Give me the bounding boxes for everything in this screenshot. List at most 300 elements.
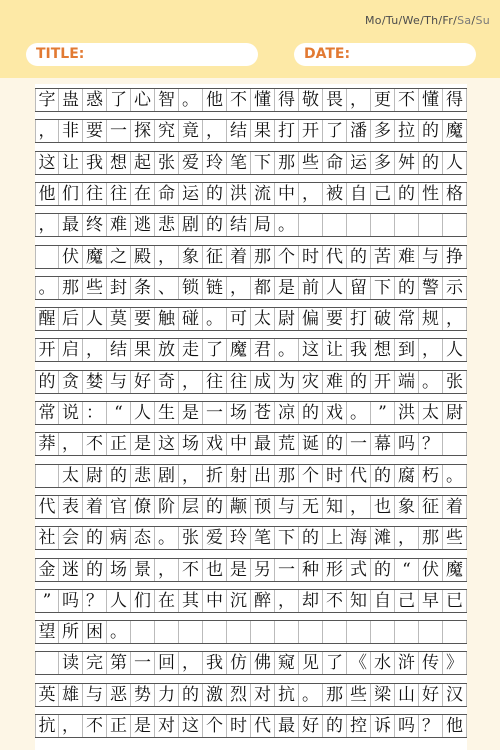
grid-cell: “ <box>395 559 419 581</box>
grid-cell: 见 <box>299 652 323 674</box>
grid-cell: 最 <box>275 715 299 737</box>
grid-cell: 不 <box>227 89 251 111</box>
grid-cell: 传 <box>419 652 443 674</box>
grid-cell: 要 <box>131 308 155 330</box>
grid-cell: 智 <box>155 89 179 111</box>
grid-cell: 雄 <box>59 684 83 706</box>
grid-cell: 往 <box>203 371 227 393</box>
grid-cell: 封 <box>107 277 131 299</box>
grid-cell: 探 <box>131 120 155 142</box>
grid-cell: 抗 <box>275 684 299 706</box>
grid-cell: 。 <box>107 621 131 643</box>
grid-cell: “ <box>107 402 131 424</box>
grid-cell: 魔 <box>227 339 251 361</box>
grid-cell: 一 <box>107 120 131 142</box>
grid-cell: 个 <box>299 465 323 487</box>
grid-cell: 前 <box>299 277 323 299</box>
grid-cell: 我 <box>203 652 227 674</box>
grid-cell: 规 <box>419 308 443 330</box>
grid-cell: 字 <box>35 89 59 111</box>
grid-cell: ， <box>347 89 371 111</box>
grid-cell: 水 <box>371 652 395 674</box>
grid-cell: 种 <box>299 559 323 581</box>
grid-cell: 梁 <box>371 684 395 706</box>
grid-cell: 放 <box>155 339 179 361</box>
grid-cell: 之 <box>107 246 131 268</box>
title-field[interactable] <box>26 43 258 66</box>
grid-cell <box>443 621 467 643</box>
grid-cell: 吗 <box>395 433 419 455</box>
grid-cell: 窥 <box>275 652 299 674</box>
grid-cell: 。 <box>299 684 323 706</box>
grid-cell: 这 <box>35 152 59 174</box>
grid-cell: 太 <box>419 402 443 424</box>
grid-cell: 要 <box>323 308 347 330</box>
grid-cell: 上 <box>323 527 347 549</box>
grid-row <box>35 88 467 112</box>
grid-cell: 的 <box>203 183 227 205</box>
grid-cell: 仿 <box>227 652 251 674</box>
grid-cell: 太 <box>59 465 83 487</box>
grid-cell: 戏 <box>323 402 347 424</box>
grid-row <box>35 714 467 738</box>
grid-cell: 竟 <box>179 120 203 142</box>
grid-cell: 醒 <box>35 308 59 330</box>
grid-cell: 他 <box>443 715 467 737</box>
grid-cell: 场 <box>107 559 131 581</box>
grid-cell: 结 <box>107 339 131 361</box>
grid-cell: 婪 <box>83 371 107 393</box>
grid-cell: 是 <box>227 559 251 581</box>
grid-row <box>35 182 467 206</box>
grid-cell: 的 <box>419 120 443 142</box>
grid-cell: 会 <box>59 527 83 549</box>
grid-cell: 戏 <box>203 433 227 455</box>
grid-cell: 蛊 <box>59 89 83 111</box>
grid-cell: 难 <box>395 246 419 268</box>
grid-cell: 心 <box>131 89 155 111</box>
grid-cell: 一 <box>275 559 299 581</box>
grid-cell: 为 <box>275 371 299 393</box>
grid-cell: 烈 <box>227 684 251 706</box>
grid-cell: 想 <box>107 152 131 174</box>
grid-cell: 中 <box>227 433 251 455</box>
grid-cell: 那 <box>251 246 275 268</box>
day-we[interactable]: We <box>402 14 421 27</box>
day-su[interactable]: Su <box>475 14 490 27</box>
grid-cell: 汉 <box>443 684 467 706</box>
grid-cell: 景 <box>131 559 155 581</box>
grid-cell: 对 <box>155 715 179 737</box>
grid-cell: 腐 <box>395 465 419 487</box>
grid-cell: 僚 <box>131 496 155 518</box>
grid-cell: 态 <box>131 527 155 549</box>
grid-cell: 一 <box>203 402 227 424</box>
day-tu[interactable]: Tu <box>385 14 399 27</box>
grid-cell: 往 <box>107 183 131 205</box>
grid-cell: 知 <box>323 496 347 518</box>
grid-cell <box>275 621 299 643</box>
grid-cell: 他 <box>35 183 59 205</box>
grid-cell: 朽 <box>419 465 443 487</box>
grid-cell: 究 <box>155 120 179 142</box>
grid-cell: 是 <box>131 433 155 455</box>
grid-cell: 示 <box>443 277 467 299</box>
grid-cell <box>395 621 419 643</box>
grid-cell: 金 <box>35 559 59 581</box>
grid-cell: ， <box>83 339 107 361</box>
grid-cell: 的 <box>395 277 419 299</box>
grid-cell: 都 <box>251 277 275 299</box>
grid-row <box>35 276 467 300</box>
title-label: TITLE: <box>36 46 85 62</box>
grid-cell: 走 <box>179 339 203 361</box>
grid-cell: 吗 <box>59 590 83 612</box>
grid-cell: 的 <box>323 433 347 455</box>
grid-cell: 洪 <box>227 183 251 205</box>
grid-cell: 那 <box>323 684 347 706</box>
grid-cell: 。 <box>443 465 467 487</box>
grid-cell: 局 <box>251 214 275 236</box>
grid-cell: 时 <box>299 246 323 268</box>
grid-row <box>35 307 467 331</box>
grid-cell: 君 <box>251 339 275 361</box>
grid-cell: 另 <box>251 559 275 581</box>
grid-row <box>35 401 467 425</box>
grid-cell: 张 <box>179 527 203 549</box>
grid-cell: 们 <box>131 590 155 612</box>
grid-cell <box>395 214 419 236</box>
grid-cell: 不 <box>179 559 203 581</box>
grid-cell <box>443 433 467 455</box>
grid-cell: 的 <box>347 246 371 268</box>
grid-cell: 与 <box>275 496 299 518</box>
grid-cell: ， <box>155 559 179 581</box>
grid-cell: 个 <box>203 715 227 737</box>
grid-cell: 人 <box>83 308 107 330</box>
grid-cell: 运 <box>347 152 371 174</box>
grid-cell: 《 <box>347 652 371 674</box>
grid-cell: 与 <box>83 684 107 706</box>
grid-cell: 难 <box>323 371 347 393</box>
day-fr[interactable]: Fr <box>442 14 454 27</box>
grid-cell: ” <box>35 590 59 612</box>
grid-cell: 锁 <box>179 277 203 299</box>
grid-cell: 剧 <box>179 214 203 236</box>
grid-cell: 悲 <box>131 465 155 487</box>
grid-cell: 果 <box>131 339 155 361</box>
grid-cell: 时 <box>323 465 347 487</box>
grid-cell: ， <box>59 715 83 737</box>
grid-cell: 逃 <box>131 214 155 236</box>
grid-cell: 莫 <box>107 308 131 330</box>
grid-cell: 畏 <box>323 89 347 111</box>
day-sa[interactable]: Sa <box>457 14 472 27</box>
grid-cell: 正 <box>107 433 131 455</box>
header-band <box>0 0 500 78</box>
weekday-strip: Mo/Tu/We/Th/Fr/Sa/Su <box>365 14 490 27</box>
date-field[interactable] <box>294 43 476 66</box>
grid-cell: 在 <box>155 590 179 612</box>
grid-cell: 回 <box>155 652 179 674</box>
grid-cell: 望 <box>35 621 59 643</box>
grid-cell: ， <box>203 120 227 142</box>
grid-cell: 人 <box>323 277 347 299</box>
grid-cell: 开 <box>371 371 395 393</box>
grid-cell: 玲 <box>203 152 227 174</box>
grid-cell: 结 <box>227 214 251 236</box>
grid-cell: 终 <box>83 214 107 236</box>
grid-cell: 些 <box>443 527 467 549</box>
grid-cell: 代 <box>323 246 347 268</box>
grid-cell: 苍 <box>251 402 275 424</box>
grid-cell: 在 <box>131 183 155 205</box>
grid-cell: 尉 <box>275 308 299 330</box>
grid-cell <box>347 621 371 643</box>
grid-cell: 偏 <box>299 308 323 330</box>
grid-cell: 是 <box>179 402 203 424</box>
grid-cell: 第 <box>107 652 131 674</box>
grid-cell: 的 <box>323 715 347 737</box>
grid-cell: 难 <box>107 214 131 236</box>
grid-cell: 些 <box>299 152 323 174</box>
grid-row <box>35 620 467 644</box>
grid-cell: 好 <box>131 371 155 393</box>
grid-cell: 打 <box>347 308 371 330</box>
grid-cell <box>371 214 395 236</box>
grid-cell: 非 <box>59 120 83 142</box>
grid-row <box>35 464 467 488</box>
grid-cell: 荒 <box>275 433 299 455</box>
grid-cell: 。 <box>203 308 227 330</box>
grid-cell <box>155 621 179 643</box>
grid-row <box>35 558 467 582</box>
grid-cell: 象 <box>179 246 203 268</box>
grid-cell: 要 <box>83 120 107 142</box>
grid-cell: 贪 <box>59 371 83 393</box>
grid-cell: 象 <box>395 496 419 518</box>
grid-cell: 灾 <box>299 371 323 393</box>
grid-cell: 。 <box>347 402 371 424</box>
grid-cell: 社 <box>35 527 59 549</box>
grid-row <box>35 526 467 550</box>
grid-cell: 也 <box>371 496 395 518</box>
grid-cell: 爱 <box>203 527 227 549</box>
grid-cell: 运 <box>179 183 203 205</box>
grid-cell: 人 <box>131 402 155 424</box>
grid-cell: 到 <box>395 339 419 361</box>
grid-cell: 了 <box>323 652 347 674</box>
grid-cell: ？ <box>83 590 107 612</box>
grid-cell: 人 <box>443 339 467 361</box>
grid-cell: 们 <box>59 183 83 205</box>
grid-cell: ， <box>179 371 203 393</box>
grid-cell <box>35 652 59 674</box>
grid-cell: 。 <box>275 339 299 361</box>
grid-cell: 那 <box>275 465 299 487</box>
grid-cell: 的 <box>371 559 395 581</box>
grid-cell: 个 <box>275 246 299 268</box>
grid-cell: 剧 <box>155 465 179 487</box>
grid-cell: 阶 <box>155 496 179 518</box>
grid-cell: 后 <box>59 308 83 330</box>
grid-cell: 浒 <box>395 652 419 674</box>
grid-cell: 下 <box>371 277 395 299</box>
grid-cell: 代 <box>251 715 275 737</box>
grid-cell: 可 <box>227 308 251 330</box>
grid-cell: 中 <box>275 183 299 205</box>
grid-cell: 得 <box>443 89 467 111</box>
grid-cell: 我 <box>83 152 107 174</box>
grid-cell: 警 <box>419 277 443 299</box>
grid-row <box>35 338 467 362</box>
grid-cell: 的 <box>395 183 419 205</box>
grid-cell: 些 <box>83 277 107 299</box>
grid-row <box>35 213 467 237</box>
grid-cell: 不 <box>83 433 107 455</box>
grid-cell: 的 <box>371 465 395 487</box>
grid-cell: 伏 <box>419 559 443 581</box>
grid-cell: 开 <box>35 339 59 361</box>
grid-cell: 英 <box>35 684 59 706</box>
grid-cell: 一 <box>131 652 155 674</box>
grid-cell: 知 <box>347 590 371 612</box>
grid-cell: 让 <box>323 339 347 361</box>
grid-cell: 苦 <box>371 246 395 268</box>
grid-cell: 的 <box>83 559 107 581</box>
grid-cell: 无 <box>299 496 323 518</box>
grid-row <box>35 683 467 707</box>
grid-cell: 诞 <box>299 433 323 455</box>
grid-cell: 着 <box>83 496 107 518</box>
grid-cell: 己 <box>371 183 395 205</box>
grid-cell: 的 <box>299 527 323 549</box>
grid-cell: 笔 <box>251 527 275 549</box>
grid-cell: 好 <box>419 684 443 706</box>
grid-cell: 佛 <box>251 652 275 674</box>
grid-cell: ， <box>419 339 443 361</box>
grid-cell: ？ <box>419 433 443 455</box>
grid-cell: 让 <box>59 152 83 174</box>
grid-cell: 端 <box>395 371 419 393</box>
grid-cell: 这 <box>155 433 179 455</box>
grid-cell: 迷 <box>59 559 83 581</box>
grid-cell: 的 <box>179 684 203 706</box>
grid-cell: 射 <box>227 465 251 487</box>
grid-cell: 沉 <box>227 590 251 612</box>
grid-cell: ， <box>395 527 419 549</box>
grid-cell: 不 <box>395 89 419 111</box>
writing-grid <box>35 84 467 750</box>
grid-cell: 抗 <box>35 715 59 737</box>
grid-cell <box>371 621 395 643</box>
grid-cell: 的 <box>347 371 371 393</box>
grid-cell: ， <box>179 465 203 487</box>
grid-cell: 正 <box>107 715 131 737</box>
grid-cell <box>299 621 323 643</box>
grid-row <box>35 589 467 613</box>
grid-cell: 碰 <box>179 308 203 330</box>
grid-cell: ？ <box>419 715 443 737</box>
grid-cell: ， <box>59 433 83 455</box>
grid-cell: 更 <box>371 89 395 111</box>
grid-cell: 完 <box>83 652 107 674</box>
grid-cell: 那 <box>59 277 83 299</box>
grid-cell: 是 <box>131 715 155 737</box>
grid-cell: 的 <box>83 527 107 549</box>
grid-cell: 格 <box>443 183 467 205</box>
grid-cell: 最 <box>59 214 83 236</box>
grid-cell: 尉 <box>83 465 107 487</box>
grid-cell: 他 <box>203 89 227 111</box>
grid-cell: 这 <box>299 339 323 361</box>
grid-cell: 结 <box>227 120 251 142</box>
grid-cell: 笔 <box>227 152 251 174</box>
grid-cell: ， <box>299 183 323 205</box>
grid-cell <box>251 621 275 643</box>
grid-cell: 条 <box>131 277 155 299</box>
grid-cell: 魔 <box>443 559 467 581</box>
grid-cell: 却 <box>299 590 323 612</box>
grid-cell: 对 <box>251 684 275 706</box>
grid-cell: 成 <box>251 371 275 393</box>
grid-cell: 多 <box>371 152 395 174</box>
grid-cell: 诉 <box>371 715 395 737</box>
grid-cell: 链 <box>203 277 227 299</box>
grid-cell: 命 <box>155 183 179 205</box>
grid-cell: ， <box>275 590 299 612</box>
grid-cell: 奇 <box>155 371 179 393</box>
grid-cell: ， <box>227 277 251 299</box>
day-th[interactable]: Th <box>424 14 439 27</box>
grid-cell: 是 <box>275 277 299 299</box>
grid-cell: 舛 <box>395 152 419 174</box>
grid-row <box>35 245 467 269</box>
grid-cell: 。 <box>179 89 203 111</box>
grid-cell: 与 <box>419 246 443 268</box>
grid-cell: 恶 <box>107 684 131 706</box>
grid-cell: 。 <box>275 214 299 236</box>
grid-cell: 山 <box>395 684 419 706</box>
grid-cell <box>203 621 227 643</box>
grid-cell: 触 <box>155 308 179 330</box>
grid-row <box>35 119 467 143</box>
grid-cell: 潘 <box>347 120 371 142</box>
grid-cell: 流 <box>251 183 275 205</box>
grid-cell <box>419 621 443 643</box>
grid-cell: 懂 <box>419 89 443 111</box>
grid-cell: 。 <box>155 527 179 549</box>
grid-cell: 那 <box>275 152 299 174</box>
grid-cell: 官 <box>107 496 131 518</box>
grid-cell: 着 <box>443 496 467 518</box>
grid-cell: 场 <box>227 402 251 424</box>
grid-cell: 这 <box>179 715 203 737</box>
grid-cell: 拉 <box>395 120 419 142</box>
grid-row <box>35 432 467 456</box>
grid-cell: 自 <box>371 590 395 612</box>
grid-cell: 尉 <box>443 402 467 424</box>
grid-cell: 着 <box>227 246 251 268</box>
grid-cell: 留 <box>347 277 371 299</box>
grid-cell: 困 <box>83 621 107 643</box>
grid-cell: 下 <box>275 527 299 549</box>
grid-cell: 命 <box>323 152 347 174</box>
day-mo[interactable]: Mo <box>365 14 382 27</box>
grid-cell: 玲 <box>227 527 251 549</box>
grid-cell: 征 <box>203 246 227 268</box>
grid-cell: 多 <box>371 120 395 142</box>
